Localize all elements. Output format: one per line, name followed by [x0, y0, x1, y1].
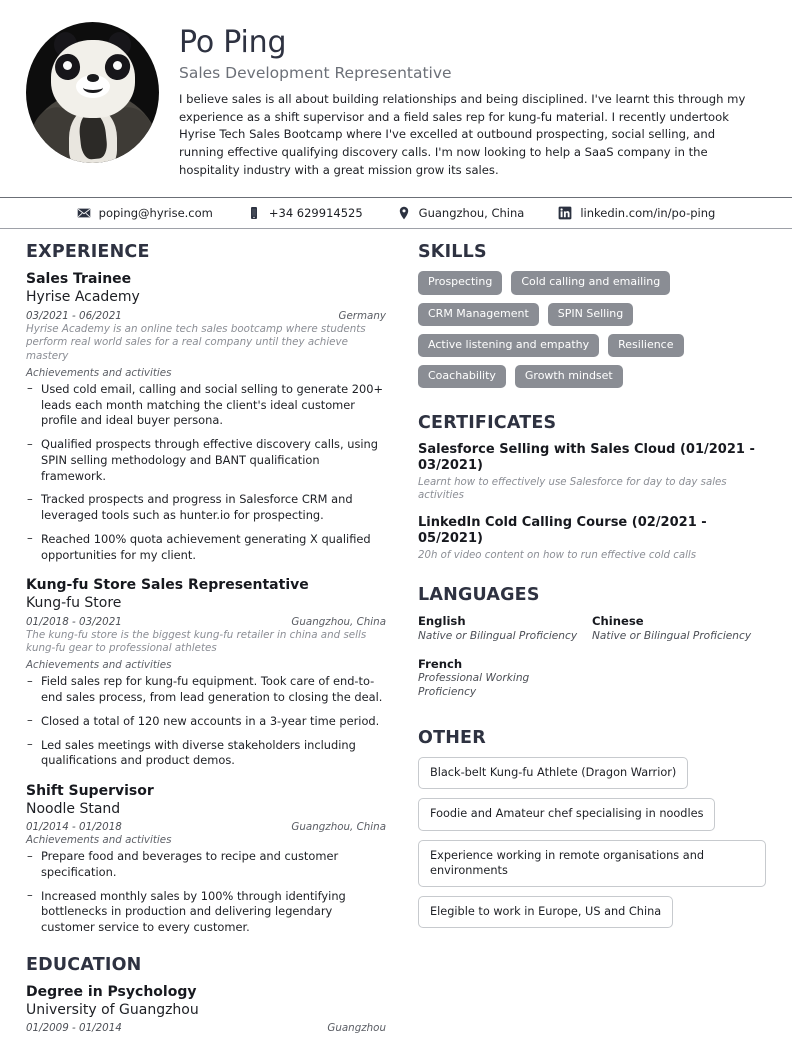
other-item: Foodie and Amateur chef specialising in noodles [418, 798, 715, 830]
skill-tag: SPIN Selling [548, 303, 633, 326]
experience-achievements-label: Achievements and activities [26, 834, 172, 847]
skills-list [418, 271, 766, 387]
language-level: Native or Bilingual Proficiency [418, 629, 578, 642]
certificate-name: Salesforce Selling with Sales Cloud (01/2021 - 03/2021) [418, 442, 755, 474]
right-column [404, 243, 792, 1048]
experience-section [26, 243, 386, 936]
candidate-name: Po Ping [179, 25, 287, 60]
experience-location: Guangzhou, China [291, 821, 386, 834]
experience-organization: Kung-fu Store [26, 595, 122, 612]
experience-bullet: – Reached 100% quota achievement generating X qualified opportunities for my client. [26, 532, 386, 563]
resume-header [0, 0, 792, 193]
contact-linkedin[interactable] [558, 206, 715, 220]
education-degree: Degree in Psychology [26, 984, 197, 1001]
phone-icon [247, 206, 261, 220]
education-meta [26, 1022, 386, 1034]
candidate-job-title: Sales Development Representative [179, 63, 452, 82]
experience-achievements-label: Achievements and activities [26, 659, 172, 672]
language-level: Professional Working Proficiency [418, 672, 530, 698]
experience-bullet: – Field sales rep for kung-fu equipment. Took care of end-to-end sales process, from lead generation to closing the deal. [26, 674, 386, 705]
skill-tag: Resilience [608, 334, 683, 357]
experience-role: Sales Trainee [26, 271, 132, 288]
panda-left-pupil-shape [63, 61, 72, 70]
skill-tag: CRM Management [418, 303, 539, 326]
experience-meta [26, 310, 386, 322]
languages-section-title: LANGUAGES [418, 584, 540, 605]
experience-role: Shift Supervisor [26, 782, 154, 799]
contact-bar [0, 197, 792, 229]
skill-tag: Cold calling and emailing [511, 271, 670, 294]
experience-bullets [26, 382, 386, 563]
certificates-section-title: CERTIFICATES [418, 412, 557, 433]
experience-bullet: – Led sales meetings with diverse stakeholders including qualifications and product demos. [26, 738, 386, 769]
education-school: University of Guangzhou [26, 1001, 199, 1018]
language-item [418, 657, 592, 699]
skill-tag: Prospecting [418, 271, 502, 294]
avatar-photo [26, 22, 159, 163]
experience-bullet: – Tracked prospects and progress in Salesforce CRM and leveraged tools such as hunter.io for prospecting. [26, 492, 386, 523]
experience-entry [26, 271, 386, 563]
skills-section-title: SKILLS [418, 242, 487, 263]
other-section-title: OTHER [418, 727, 486, 748]
education-entry [26, 984, 386, 1034]
contact-location-value: Guangzhou, China [418, 206, 525, 221]
certificates-section [418, 414, 766, 562]
candidate-summary: I believe sales is all about building relationships and being disciplined. I've learnt this through my experience as a shift supervisor and a field sales rep for kung-fu material. I recently undertook Hyrise Tech Sales Bootcamp where I've excelled at outbound prospecting, social selling, and running effective qualifying discovery calls. I'm now looking to help a SaaS company in the hospitality industry with a great mission grow its sales. [179, 92, 746, 177]
experience-bullet: – Increased monthly sales by 100% through identifying bottlenecks in production and delivering legendary customer service to every customer. [26, 889, 386, 936]
contact-location[interactable] [397, 206, 525, 220]
experience-section-title: EXPERIENCE [26, 242, 150, 263]
skills-section [418, 243, 766, 388]
header-text-block [179, 22, 768, 179]
education-dates: 01/2009 - 01/2014 [26, 1022, 122, 1035]
resume-body [0, 229, 792, 1048]
contact-email-value: poping@hyrise.com [98, 206, 213, 221]
language-name: English [418, 614, 466, 629]
panda-right-pupil-shape [113, 61, 122, 70]
certificate-item [418, 442, 766, 502]
experience-meta [26, 821, 386, 833]
location-pin-icon [397, 206, 411, 220]
education-section [26, 956, 386, 1035]
experience-meta [26, 616, 386, 628]
experience-bullets [26, 674, 386, 769]
skill-tag: Growth mindset [515, 365, 623, 388]
experience-entry [26, 577, 386, 769]
other-item: Experience working in remote organisations and environments [418, 840, 766, 888]
linkedin-icon [558, 206, 572, 220]
language-name: Chinese [592, 614, 644, 629]
email-icon [77, 206, 91, 220]
experience-description: Hyrise Academy is an online tech sales bootcamp where students perform real world sales for a real company until they achieve mastery [26, 322, 366, 362]
language-name: French [418, 656, 463, 671]
experience-bullet: – Qualified prospects through effective discovery calls, using SPIN selling methodology and BANT qualification framework. [26, 437, 386, 484]
experience-role: Kung-fu Store Sales Representative [26, 577, 309, 594]
languages-list [418, 614, 766, 713]
experience-location: Guangzhou, China [291, 615, 386, 628]
experience-dates: 03/2021 - 06/2021 [26, 309, 122, 322]
other-item: Black-belt Kung-fu Athlete (Dragon Warrior) [418, 757, 688, 789]
panda-nose-shape [87, 74, 99, 82]
language-level: Native or Bilingual Proficiency [592, 629, 752, 642]
experience-dates: 01/2014 - 01/2018 [26, 821, 122, 834]
education-section-title: EDUCATION [26, 954, 142, 975]
certificate-name: LinkedIn Cold Calling Course (02/2021 - 05/2021) [418, 515, 707, 547]
other-item: Elegible to work in Europe, US and China [418, 896, 673, 928]
experience-bullet: – Prepare food and beverages to recipe and customer specification. [26, 849, 386, 880]
experience-bullet: – Used cold email, calling and social selling to generate 200+ leads each month matching the client's ideal customer profile and ideal buyer persona. [26, 382, 386, 429]
contact-email[interactable] [77, 206, 213, 220]
skill-tag: Active listening and empathy [418, 334, 599, 357]
experience-entry [26, 783, 386, 936]
contact-linkedin-value: linkedin.com/in/po-ping [580, 206, 716, 221]
skill-tag: Coachability [418, 365, 506, 388]
panda-mouth-shape [83, 82, 103, 93]
experience-organization: Noodle Stand [26, 800, 121, 817]
education-location: Guangzhou [327, 1022, 386, 1035]
certificate-item [418, 515, 766, 562]
contact-phone[interactable] [247, 206, 363, 220]
experience-bullets [26, 849, 386, 936]
other-section [418, 729, 766, 938]
certificate-description: Learnt how to effectively use Salesforce for day to day sales activities [418, 476, 727, 501]
experience-dates: 01/2018 - 03/2021 [26, 615, 122, 628]
language-item [418, 614, 592, 643]
experience-organization: Hyrise Academy [26, 289, 140, 306]
language-item [592, 614, 766, 643]
contact-phone-value: +34 629914525 [268, 206, 363, 221]
experience-bullet: – Closed a total of 120 new accounts in a 3-year time period. [26, 714, 386, 730]
languages-section [418, 586, 766, 713]
certificate-description: 20h of video content on how to run effective cold calls [418, 549, 697, 561]
experience-location: Germany [338, 309, 386, 322]
experience-description: The kung-fu store is the biggest kung-fu retailer in china and sells kung-fu gear to professional athletes [26, 628, 367, 654]
avatar [26, 22, 159, 163]
experience-achievements-label: Achievements and activities [26, 366, 172, 379]
other-list [418, 757, 766, 937]
left-column [0, 243, 404, 1048]
